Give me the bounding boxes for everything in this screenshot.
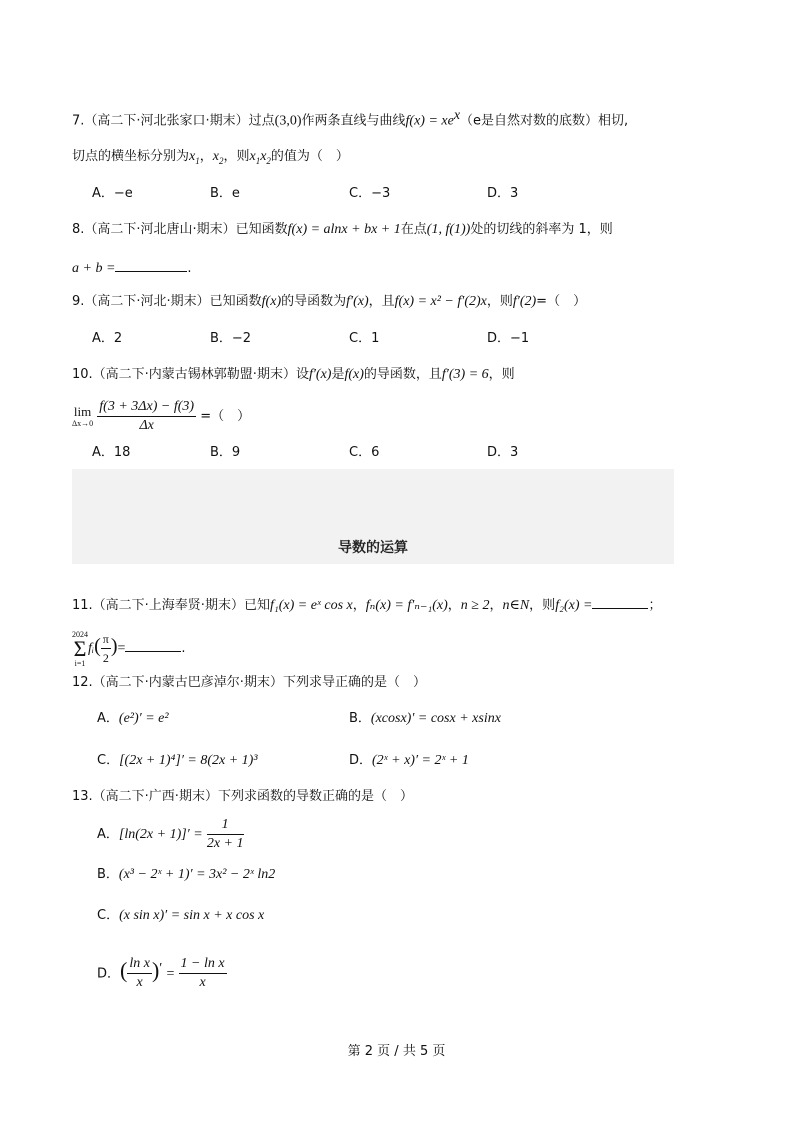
q13-d-right-fraction — [179, 955, 227, 992]
q12-a-expr: (e²)′ = e² — [118, 711, 169, 726]
q7-func-sup: x — [453, 108, 461, 123]
q9-ask: f′(2) — [512, 294, 537, 309]
q10-fraction — [97, 398, 196, 435]
question-10-line1 — [72, 365, 515, 385]
q11-cond1: n ≥ 2 — [460, 598, 490, 613]
q10-limit — [72, 405, 93, 428]
q8-suffix: 处的切线的斜率为 1，则 — [470, 222, 613, 237]
q10-prefix: 10.（高二下·内蒙古锡林郭勒盟·期末）设 — [72, 367, 309, 382]
q8-mid: 在点 — [400, 222, 427, 237]
q9-mid: 的导函数为 — [281, 294, 347, 309]
question-11-line2 — [72, 626, 186, 669]
q13-a-den: 2x + 1 — [206, 836, 244, 851]
q12-option-a — [97, 709, 169, 729]
question-9-line1 — [72, 292, 586, 312]
q9-option-c: C．1 — [349, 331, 380, 346]
q12-option-d — [349, 751, 469, 771]
q12-c-expr: [(2x + 1)⁴]′ = 8(2x + 1)³ — [119, 753, 258, 768]
q12-option-b — [349, 709, 501, 729]
q12-a-label: A． — [97, 711, 119, 726]
q13-d-left-fraction — [127, 955, 152, 992]
question-8-line1 — [72, 220, 613, 240]
q11-f1: f₁(x) = eˣ cos x — [269, 598, 353, 613]
q7-line2-d: 的值为（ ） — [270, 149, 349, 164]
q13-d-x: x — [136, 975, 143, 991]
q11-sum-top: 2024 — [72, 629, 88, 639]
q13-d-lnx: ln x — [127, 955, 152, 974]
q11-pi: π — [101, 630, 111, 649]
q7-option-c: C．−3 — [349, 186, 391, 201]
q10-suffix: ，则 — [488, 367, 515, 382]
q11-end2: . — [181, 641, 186, 656]
question-7-line2 — [72, 147, 349, 171]
question-12-stem: 12.（高二下·内蒙古巴彦淖尔·期末）下列求导正确的是（ ） — [72, 675, 426, 690]
q9-suffix: =（ ） — [536, 294, 587, 309]
q11-sep3: ， — [489, 598, 503, 613]
section-title: 导数的运算 — [338, 540, 408, 556]
q8-func: f(x) = alnx + bx + 1 — [287, 222, 401, 237]
q11-sum-sign: Σ — [73, 635, 87, 661]
q8-end: . — [187, 261, 192, 276]
q10-numerator: f(3 + 3Δx) − f(3) — [97, 398, 196, 417]
q7-func: f(x) = xe — [405, 113, 454, 129]
question-8-line2 — [72, 257, 192, 279]
q11-prefix: 11.（高二下·上海奉贤·期末）已知 — [72, 598, 270, 613]
q10-option-a: A．18 — [92, 445, 131, 460]
q7-x1: $x_1$ — [189, 149, 200, 166]
q11-sep2: ， — [447, 598, 461, 613]
q13-a-label: A． — [97, 827, 119, 842]
q12-d-label: D． — [349, 753, 373, 768]
q7-line2-b: ， — [199, 149, 213, 164]
q8-expr: a + b = — [72, 261, 116, 276]
q11-sum-term: fᵢ — [88, 641, 95, 656]
q11-paren-close: ) — [110, 635, 118, 657]
q11-sum-bottom: i=1 — [74, 658, 86, 668]
q10-mid: 是 — [331, 367, 345, 382]
q10-option-b: B．9 — [210, 445, 241, 460]
q8-point: (1, f(1)) — [426, 222, 471, 237]
question-13-stem: 13.（高二下·广西·期末）下列求函数的导数正确的是（ ） — [72, 789, 413, 804]
q12-c-label: C． — [97, 753, 120, 768]
q9-prefix: 9.（高二下·河北·期末）已知函数 — [72, 294, 262, 309]
q10-mid2: 的导函数，且 — [363, 367, 442, 382]
q7-x1x2: $x_1x_2$ — [249, 149, 271, 166]
q8-prefix: 8.（高二下·河北唐山·期末）已知函数 — [72, 222, 288, 237]
q9-f: f(x) — [261, 294, 282, 309]
q13-option-b — [97, 865, 275, 885]
q7-x2: $x_2$ — [212, 149, 224, 166]
q11-answer-blank-2[interactable] — [125, 637, 181, 652]
page-footer: 第 2 页 / 共 5 页 — [347, 1044, 446, 1059]
q10-given: f′(3) = 6 — [441, 367, 489, 382]
q10-option-d: D．3 — [487, 445, 519, 460]
q13-d-paren-open: ( — [120, 957, 128, 983]
q12-b-expr: (xcosx)′ = cosx + xsinx — [370, 711, 501, 726]
q11-sep1: ， — [352, 598, 366, 613]
q9-mid2: ，且 — [368, 294, 395, 309]
q13-c-label: C． — [97, 908, 120, 923]
q10-f: f(x) — [344, 367, 364, 382]
q7-option-b: B．e — [210, 186, 240, 201]
q13-option-c — [97, 906, 264, 926]
q7-mid: 作两条直线与曲线 — [301, 113, 406, 129]
q13-d-paren-close: ) — [151, 957, 160, 983]
q13-d-den: x — [199, 975, 206, 991]
question-7-line1 — [72, 106, 628, 131]
q10-option-c: C．6 — [349, 445, 380, 460]
q13-a-left: [ln(2x + 1)]′ = — [118, 827, 203, 842]
q13-d-num: 1 − ln x — [179, 955, 227, 974]
q7-point: (3,0) — [274, 113, 302, 129]
q12-option-c — [97, 751, 258, 771]
q7-suffix: （e是自然对数的底数）相切, — [460, 113, 629, 129]
q11-two: 2 — [102, 651, 109, 665]
q13-d-label: D． — [97, 966, 121, 982]
q7-option-d: D．3 — [487, 186, 519, 201]
q10-lim-word: lim — [73, 404, 92, 419]
q11-ask: f₂(x) = — [555, 598, 593, 613]
q11-eq: = — [117, 641, 126, 656]
q13-a-num: 1 — [207, 816, 244, 835]
q11-end1: ； — [648, 598, 662, 613]
q11-fn: fₙ(x) = f′ₙ₋₁(x) — [365, 598, 448, 613]
q7-prefix: 7.（高二下·河北张家口·期末）过点 — [72, 113, 275, 129]
q9-eq: f(x) = x² − f′(2)x — [394, 294, 487, 309]
section-header-bar — [72, 469, 674, 564]
q11-cond2: n∈N — [502, 598, 530, 613]
q8-answer-blank[interactable] — [115, 257, 187, 272]
q11-pi-fraction — [101, 630, 111, 667]
q9-fp: f′(x) — [346, 294, 369, 309]
q10-lim-sub: Δx→0 — [72, 419, 94, 428]
q13-b-expr: (x³ − 2ˣ + 1)′ = 3x² − 2ˣ ln2 — [118, 867, 276, 882]
q12-b-label: B． — [349, 711, 371, 726]
q13-c-expr: (x sin x)′ = sin x + x cos x — [119, 908, 265, 923]
q11-sep4: ，则 — [529, 598, 556, 613]
q7-option-a: A．−e — [92, 186, 133, 201]
q10-fp: f′(x) — [308, 367, 332, 382]
question-11-line1 — [72, 594, 661, 616]
q10-tail: =（ ） — [200, 409, 251, 424]
q9-option-a: A．2 — [92, 331, 123, 346]
q7-line2-c: ，则 — [223, 149, 250, 164]
q13-d-eq: = — [166, 966, 175, 982]
q12-d-expr: (2ˣ + x)′ = 2ˣ + 1 — [372, 753, 469, 768]
q7-line2-a: 切点的横坐标分别为 — [72, 149, 190, 164]
question-10-line2 — [72, 398, 250, 435]
q9-option-d: D．−1 — [487, 331, 530, 346]
q13-option-a — [97, 816, 244, 853]
q13-a-fraction — [207, 816, 244, 853]
q10-denominator: Δx — [139, 418, 154, 433]
q11-answer-blank-1[interactable] — [592, 594, 648, 609]
q11-summation — [72, 630, 88, 668]
q9-option-b: B．−2 — [210, 331, 252, 346]
q13-b-label: B． — [97, 867, 119, 882]
q11-paren-open: ( — [94, 635, 101, 657]
q9-mid3: ，则 — [486, 294, 513, 309]
q13-option-d: D．( $\frac{\text{ln x}}{x}$ )′ = $\frac{\text{1 − ln x}}{x}$ — [97, 956, 225, 991]
